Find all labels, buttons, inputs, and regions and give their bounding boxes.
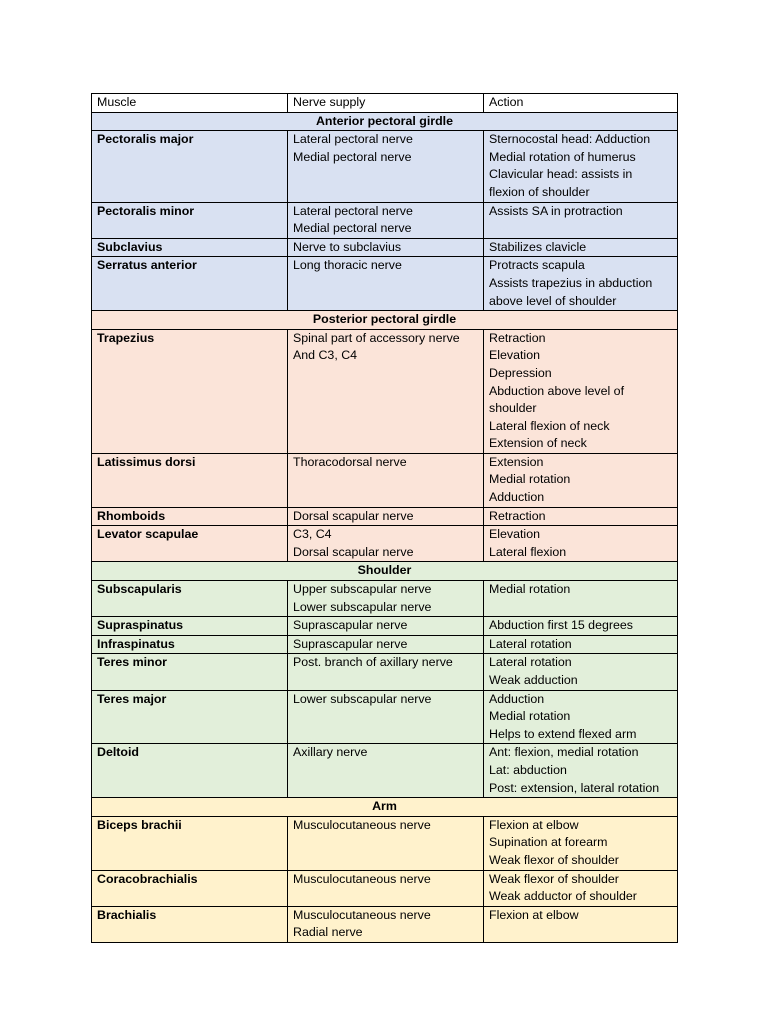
table-row: [92, 131, 678, 202]
nerve-line: And C3, C4: [293, 348, 358, 363]
nerve-line: Axillary nerve: [293, 745, 368, 760]
action-line: Post: extension, lateral rotation: [489, 780, 660, 795]
table-row: [92, 202, 678, 238]
nerve-cell: [288, 329, 484, 453]
nerve-line: Musculocutaneous nerve: [293, 907, 431, 922]
nerve-cell: [288, 257, 484, 311]
action-line: Retraction: [489, 508, 546, 523]
table-row: [92, 635, 678, 654]
action-line: Lateral rotation: [489, 636, 572, 651]
muscle-cell: Coracobrachialis: [92, 870, 288, 906]
action-cell: [484, 453, 678, 507]
nerve-cell: [288, 238, 484, 257]
action-line: above level of shoulder: [489, 293, 617, 308]
muscle-cell: Subclavius: [92, 238, 288, 257]
nerve-line: Post. branch of axillary nerve: [293, 655, 453, 670]
muscle-cell: Pectoralis minor: [92, 202, 288, 238]
nerve-cell: [288, 635, 484, 654]
action-line: Depression: [489, 365, 552, 380]
action-line: Ant: flexion, medial rotation: [489, 745, 639, 760]
section-row: [92, 562, 678, 581]
nerve-line: C3, C4: [293, 527, 332, 542]
nerve-line: Thoracodorsal nerve: [293, 454, 407, 469]
table-row: [92, 526, 678, 562]
nerve-line: Suprascapular nerve: [293, 636, 408, 651]
action-line: Medial rotation: [489, 582, 571, 597]
header-muscle: Muscle: [92, 94, 288, 113]
action-line: Stabilizes clavicle: [489, 239, 587, 254]
muscle-cell: Deltoid: [92, 744, 288, 798]
nerve-line: Medial pectoral nerve: [293, 149, 412, 164]
action-cell: [484, 507, 678, 526]
table-body: [92, 94, 678, 943]
muscle-cell: Teres major: [92, 690, 288, 744]
nerve-line: Radial nerve: [293, 925, 363, 940]
action-line: Adduction: [489, 691, 545, 706]
action-cell: [484, 581, 678, 617]
action-line: Weak adductor of shoulder: [489, 889, 637, 904]
action-cell: [484, 617, 678, 636]
action-line: Flexion at elbow: [489, 817, 579, 832]
action-cell: [484, 744, 678, 798]
table-row: [92, 617, 678, 636]
nerve-cell: [288, 906, 484, 942]
section-row: [92, 798, 678, 817]
nerve-line: Upper subscapular nerve: [293, 582, 432, 597]
action-cell: [484, 202, 678, 238]
nerve-line: Dorsal scapular nerve: [293, 544, 414, 559]
nerve-cell: [288, 816, 484, 870]
action-line: Flexion at elbow: [489, 907, 579, 922]
action-line: Lateral flexion of neck: [489, 418, 610, 433]
action-cell: [484, 257, 678, 311]
nerve-line: Lateral pectoral nerve: [293, 132, 413, 147]
action-line: Medial rotation: [489, 472, 571, 487]
muscle-cell: Teres minor: [92, 654, 288, 690]
action-cell: [484, 906, 678, 942]
action-line: Assists trapezius in abduction: [489, 275, 653, 290]
table-row: [92, 581, 678, 617]
action-line: Weak flexor of shoulder: [489, 852, 619, 867]
muscle-nerve-table: [91, 93, 678, 943]
action-line: Lateral flexion: [489, 544, 567, 559]
nerve-cell: [288, 526, 484, 562]
table-row: [92, 453, 678, 507]
action-line: Abduction first 15 degrees: [489, 618, 633, 633]
section-row: [92, 311, 678, 330]
table-row: [92, 744, 678, 798]
action-line: flexion of shoulder: [489, 184, 590, 199]
action-line: Lateral rotation: [489, 655, 572, 670]
section-title: Shoulder: [92, 562, 678, 581]
muscle-cell: Levator scapulae: [92, 526, 288, 562]
action-cell: [484, 690, 678, 744]
nerve-line: Lower subscapular nerve: [293, 599, 432, 614]
muscle-cell: Infraspinatus: [92, 635, 288, 654]
action-line: Clavicular head: assists in: [489, 167, 633, 182]
nerve-line: Long thoracic nerve: [293, 258, 402, 273]
action-line: Helps to extend flexed arm: [489, 726, 637, 741]
muscle-cell: Latissimus dorsi: [92, 453, 288, 507]
action-line: Extension: [489, 454, 544, 469]
nerve-line: Nerve to subclavius: [293, 239, 402, 254]
table-row: [92, 906, 678, 942]
nerve-line: Musculocutaneous nerve: [293, 817, 431, 832]
action-line: Sternocostal head: Adduction: [489, 132, 651, 147]
action-line: Weak adduction: [489, 673, 578, 687]
action-cell: [484, 131, 678, 202]
nerve-cell: [288, 202, 484, 238]
muscle-cell: Trapezius: [92, 329, 288, 453]
muscle-cell: Biceps brachii: [92, 816, 288, 870]
action-line: Supination at forearm: [489, 835, 608, 850]
nerve-cell: [288, 654, 484, 690]
table-row: [92, 870, 678, 906]
nerve-cell: [288, 744, 484, 798]
table-row: [92, 329, 678, 453]
muscle-cell: Supraspinatus: [92, 617, 288, 636]
nerve-line: Dorsal scapular nerve: [293, 508, 414, 523]
nerve-line: Suprascapular nerve: [293, 618, 408, 633]
action-cell: [484, 870, 678, 906]
nerve-cell: [288, 131, 484, 202]
action-line: shoulder: [489, 401, 537, 416]
action-line: Elevation: [489, 348, 540, 363]
muscle-cell: Subscapularis: [92, 581, 288, 617]
nerve-line: Lower subscapular nerve: [293, 691, 432, 706]
action-line: Retraction: [489, 330, 546, 345]
action-cell: [484, 654, 678, 690]
header-nerve-supply: Nerve supply: [288, 94, 484, 113]
section-title: Posterior pectoral girdle: [92, 311, 678, 330]
action-line: Medial rotation of humerus: [489, 149, 636, 164]
action-line: Lat: abduction: [489, 762, 567, 777]
action-line: Adduction: [489, 490, 545, 505]
header-row: [92, 94, 678, 113]
action-line: Protracts scapula: [489, 258, 585, 273]
action-line: Abduction above level of: [489, 383, 625, 398]
action-line: Assists SA in protraction: [489, 203, 623, 218]
table-row: [92, 816, 678, 870]
nerve-cell: [288, 690, 484, 744]
action-line: Medial rotation: [489, 709, 571, 724]
muscle-cell: Brachialis: [92, 906, 288, 942]
table-row: [92, 257, 678, 311]
table-row: [92, 507, 678, 526]
nerve-line: Spinal part of accessory nerve: [293, 330, 460, 345]
table-row: [92, 690, 678, 744]
section-row: [92, 112, 678, 131]
nerve-cell: [288, 870, 484, 906]
action-cell: [484, 816, 678, 870]
action-line: Extension of neck: [489, 436, 587, 451]
muscle-cell: Serratus anterior: [92, 257, 288, 311]
nerve-line: Lateral pectoral nerve: [293, 203, 413, 218]
header-action: Action: [484, 94, 678, 113]
table-row: [92, 654, 678, 690]
action-line: Elevation: [489, 527, 540, 542]
muscle-cell: Pectoralis major: [92, 131, 288, 202]
action-cell: [484, 238, 678, 257]
nerve-cell: [288, 507, 484, 526]
nerve-cell: [288, 617, 484, 636]
action-cell: [484, 635, 678, 654]
muscle-cell: Rhomboids: [92, 507, 288, 526]
section-title: Arm: [92, 798, 678, 817]
section-title: Anterior pectoral girdle: [92, 112, 678, 131]
nerve-line: Musculocutaneous nerve: [293, 871, 431, 886]
nerve-cell: [288, 581, 484, 617]
table-row: [92, 238, 678, 257]
nerve-line: Medial pectoral nerve: [293, 221, 412, 236]
action-line: Weak flexor of shoulder: [489, 871, 619, 886]
nerve-cell: [288, 453, 484, 507]
action-cell: [484, 526, 678, 562]
action-cell: [484, 329, 678, 453]
